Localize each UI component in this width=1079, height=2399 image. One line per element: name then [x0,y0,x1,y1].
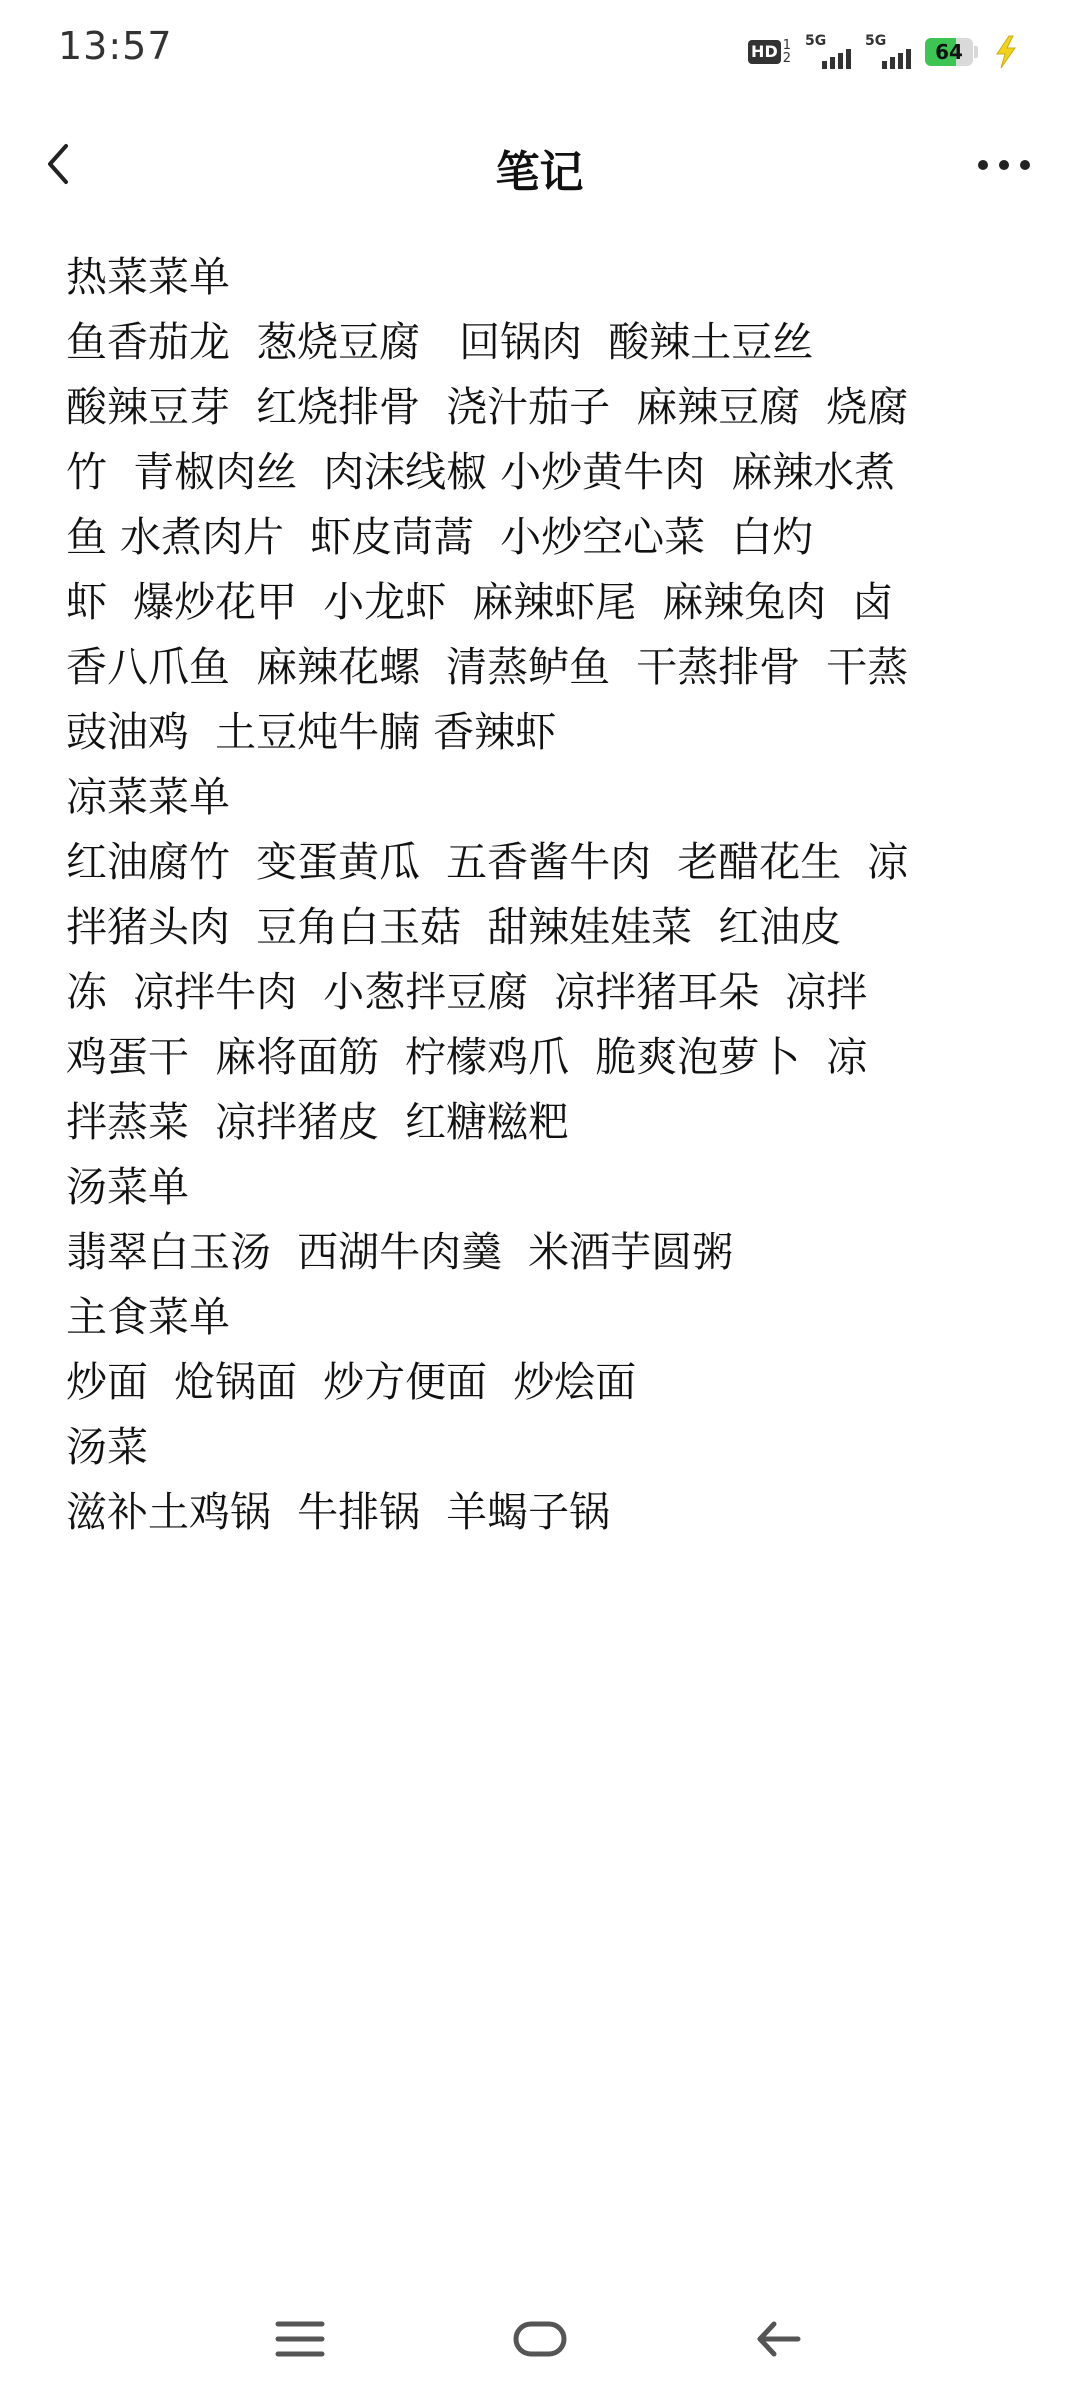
note-line: 拌蒸菜 凉拌猪皮 红糖糍粑 [66,1098,570,1146]
note-line: 鸡蛋干 麻将面筋 柠檬鸡爪 脆爽泡萝卜 凉 [66,1033,868,1081]
note-line: 汤菜单 [66,1163,189,1211]
hd-sub-top: 1 [782,38,791,53]
note-line: 主食菜单 [66,1293,230,1341]
back-arrow-icon[interactable] [740,2304,820,2374]
battery-icon [925,37,979,67]
note-line: 炒面 炝锅面 炒方便面 炒烩面 [66,1358,637,1406]
note-line: 鱼香茄龙 葱烧豆腐 回锅肉 酸辣土豆丝 [66,318,814,366]
note-line: 红油腐竹 变蛋黄瓜 五香酱牛肉 老醋花生 凉 [66,838,909,886]
battery-level: 64 [935,40,963,64]
note-line: 冻 凉拌牛肉 小葱拌豆腐 凉拌猪耳朵 凉拌 [66,968,868,1016]
note-line: 竹 青椒肉丝 肉沫线椒 小炒黄牛肉 麻辣水煮 [66,448,896,496]
home-icon[interactable] [500,2304,580,2374]
signal-icon-1 [805,35,851,69]
battery-tip [974,46,978,58]
status-bar [0,0,1079,100]
signal-1-label: 5G [805,33,827,49]
note-line: 豉油鸡 土豆炖牛腩 香辣虾 [66,708,557,756]
signal-1-bars [822,49,851,69]
note-line: 凉菜菜单 [66,773,230,821]
app-header [0,100,1079,230]
note-content[interactable] [66,245,1026,1545]
menu-icon[interactable] [260,2304,340,2374]
note-line: 拌猪头肉 豆角白玉菇 甜辣娃娃菜 红油皮 [66,903,842,951]
signal-2-bars [882,49,911,69]
note-line: 汤菜 [66,1423,148,1471]
charging-bolt-icon [993,35,1019,69]
note-line: 香八爪鱼 麻辣花螺 清蒸鲈鱼 干蒸排骨 干蒸 [66,643,909,691]
note-line: 翡翠白玉汤 西湖牛肉羹 米酒芋圆粥 [66,1228,734,1276]
hd-voice-icon [748,39,791,65]
note-line: 虾 爆炒花甲 小龙虾 麻辣虾尾 麻辣兔肉 卤 [66,578,894,626]
note-line: 酸辣豆芽 红烧排骨 浇汁茄子 麻辣豆腐 烧腐 [66,383,909,431]
status-time: 13:57 [58,24,173,68]
note-line: 热菜菜单 [66,253,230,301]
note-line: 滋补土鸡锅 牛排锅 羊蝎子锅 [66,1488,611,1536]
navigation-bar [0,2290,1079,2390]
battery-body [925,38,973,66]
signal-2-label: 5G [865,33,887,49]
page-title: 笔记 [495,147,584,198]
hd-label: HD [748,40,781,64]
status-indicators [748,32,1019,72]
note-line: 鱼 水煮肉片 虾皮茼蒿 小炒空心菜 白灼 [66,513,814,561]
more-dots-icon[interactable] [969,140,1039,190]
signal-icon-2 [865,35,911,69]
hd-sub-bottom: 2 [782,51,791,66]
hd-sub [783,39,791,65]
